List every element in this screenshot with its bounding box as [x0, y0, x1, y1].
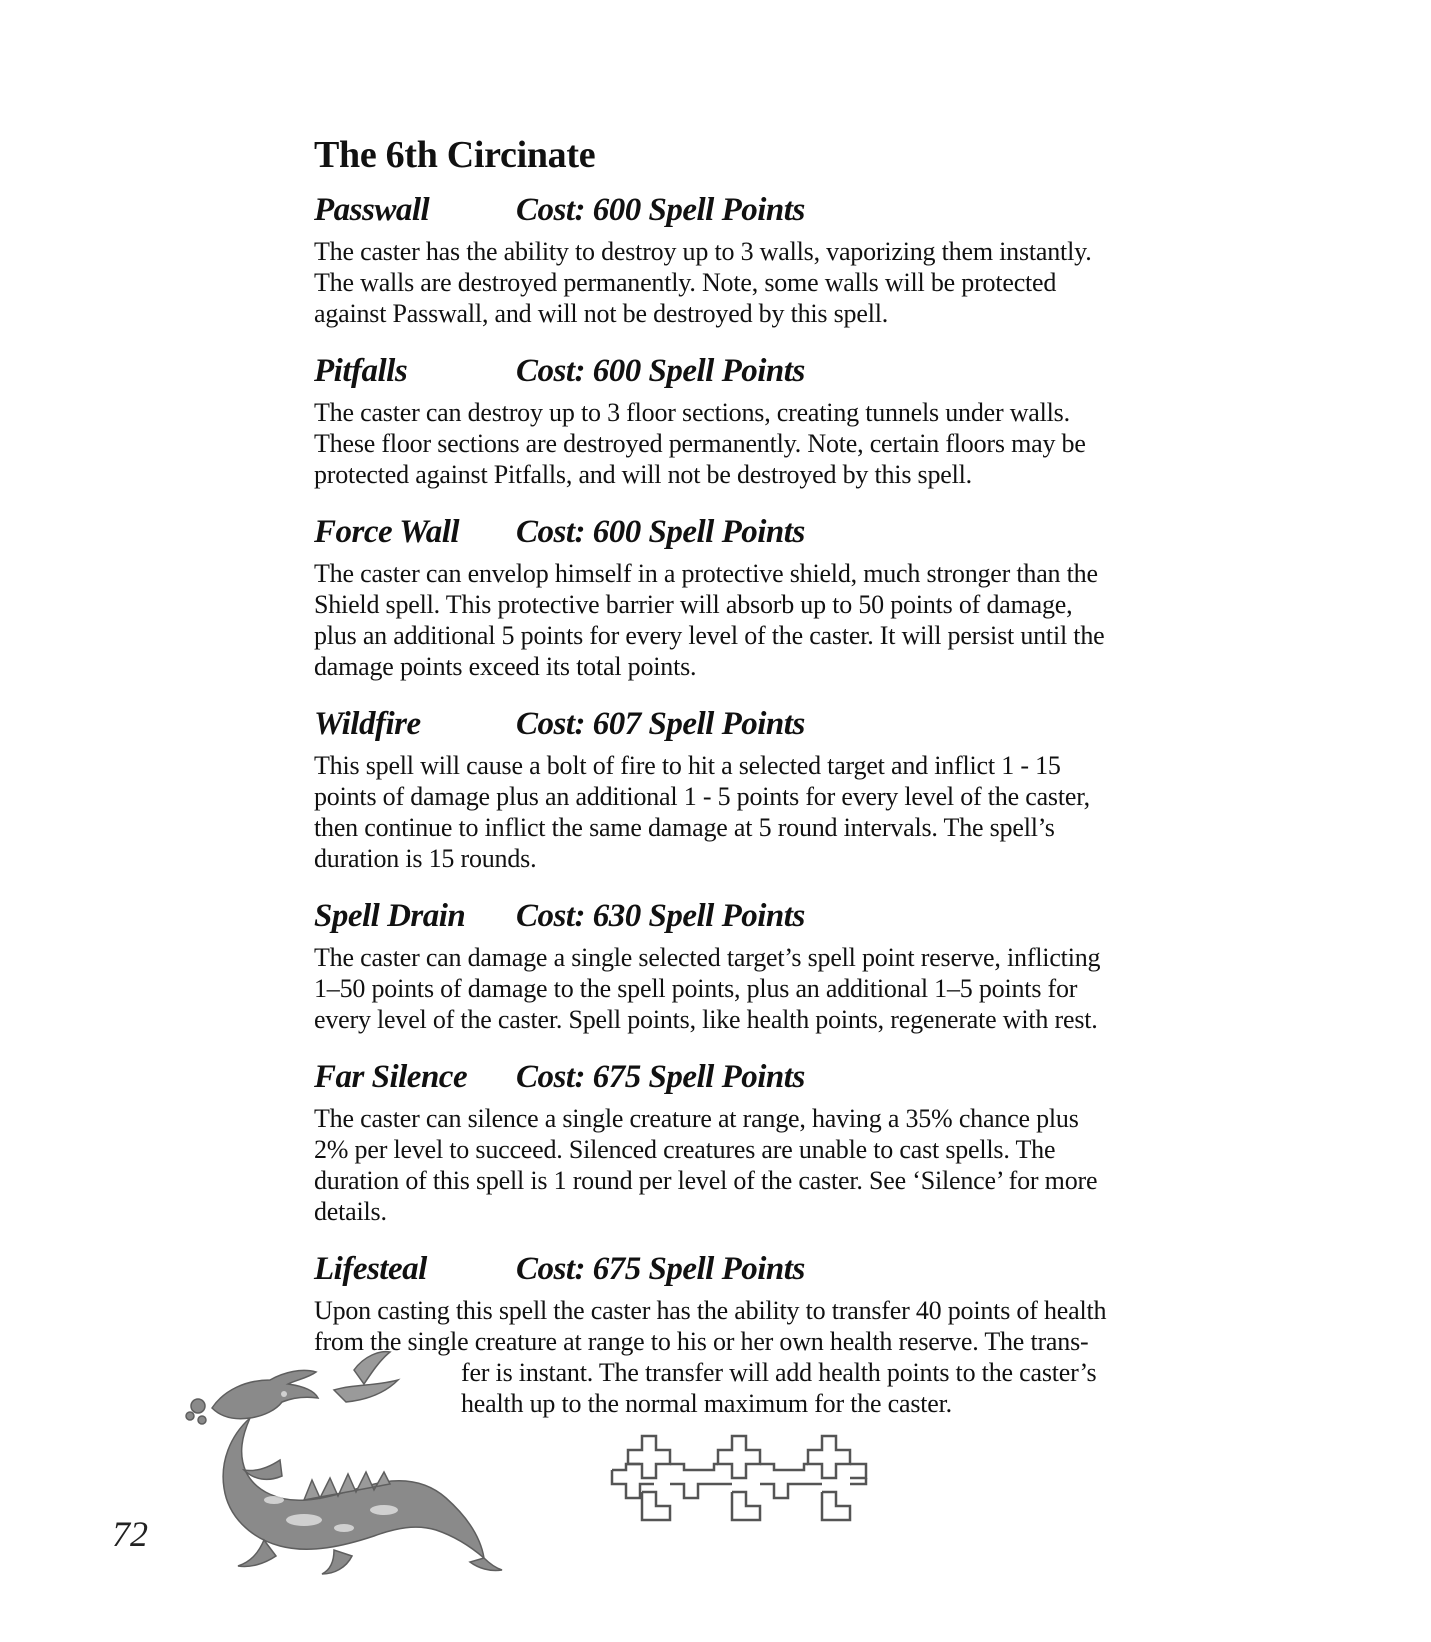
- spell-description: [314, 397, 1164, 490]
- spell-name: Far Silence: [314, 1059, 468, 1095]
- description-line: The caster can destroy up to 3 floor sections, creating tunnels under walls.: [314, 398, 1070, 427]
- description-line: protected against Pitfalls, and will not be destroyed by this spell.: [314, 460, 972, 489]
- spell-entry-passwall: [314, 188, 1164, 329]
- spell-description: [314, 942, 1164, 1035]
- section-title: The 6th Circinate: [314, 134, 596, 176]
- spell-description: [314, 558, 1164, 682]
- spell-header: [314, 1055, 1164, 1099]
- page-number: 72: [112, 1514, 148, 1554]
- description-line: from the single creature at range to his or her own health reserve. The trans-: [314, 1327, 1089, 1356]
- description-line: details.: [314, 1197, 387, 1226]
- description-line: The caster can envelop himself in a protective shield, much stronger than the: [314, 559, 1098, 588]
- description-line: The caster has the ability to destroy up to 3 walls, vaporizing them instantly.: [314, 237, 1092, 266]
- description-line: points of damage plus an additional 1 - 5 points for every level of the caster,: [314, 782, 1090, 811]
- description-line: against Passwall, and will not be destroyed by this spell.: [314, 299, 889, 328]
- description-line: The walls are destroyed permanently. Note, some walls will be protected: [314, 268, 1057, 297]
- description-line: 2% per level to succeed. Silenced creatures are unable to cast spells. The: [314, 1135, 1056, 1164]
- spell-description: [314, 1103, 1164, 1227]
- spell-name: Lifesteal: [314, 1251, 427, 1287]
- spell-cost: Cost: 630 Spell Points: [516, 898, 805, 934]
- spell-cost: Cost: 600 Spell Points: [516, 514, 805, 550]
- spell-header: [314, 1247, 1164, 1291]
- spell-name: Passwall: [314, 192, 430, 228]
- description-line-indented: fer is instant. The transfer will add health points to the caster’s: [461, 1358, 1097, 1387]
- dragon-icon: [184, 1350, 504, 1575]
- spell-header: [314, 702, 1164, 746]
- description-line-indented: health up to the normal maximum for the caster.: [461, 1389, 952, 1418]
- spell-cost: Cost: 600 Spell Points: [516, 192, 805, 228]
- description-line: duration is 15 rounds.: [314, 844, 537, 873]
- spell-entry-spell-drain: [314, 894, 1164, 1035]
- spell-description: [314, 750, 1164, 874]
- description-line: every level of the caster. Spell points, like health points, regenerate with rest.: [314, 1005, 1098, 1034]
- spell-entry-pitfalls: [314, 349, 1164, 490]
- spell-cost: Cost: 600 Spell Points: [516, 353, 805, 389]
- spell-entry-force-wall: [314, 510, 1164, 682]
- description-line: plus an additional 5 points for every level of the caster. It will persist until the: [314, 621, 1105, 650]
- spell-header: [314, 349, 1164, 393]
- spell-header: [314, 510, 1164, 554]
- spell-name: Spell Drain: [314, 898, 466, 934]
- spell-name: Force Wall: [314, 514, 460, 550]
- spell-entry-far-silence: [314, 1055, 1164, 1227]
- description-line: damage points exceed its total points.: [314, 652, 697, 681]
- page-content: [314, 132, 1164, 1439]
- spell-description: [314, 236, 1164, 329]
- description-line: 1–50 points of damage to the spell points, plus an additional 1–5 points for: [314, 974, 1078, 1003]
- spell-header: [314, 188, 1164, 232]
- description-line: then continue to inflict the same damage at 5 round intervals. The spell’s: [314, 813, 1055, 842]
- description-line: The caster can silence a single creature at range, having a 35% chance plus: [314, 1104, 1079, 1133]
- spell-cost: Cost: 607 Spell Points: [516, 706, 805, 742]
- spell-name: Wildfire: [314, 706, 421, 742]
- description-line: Upon casting this spell the caster has the ability to transfer 40 points of health: [314, 1296, 1107, 1325]
- description-line: Shield spell. This protective barrier will absorb up to 50 points of damage,: [314, 590, 1073, 619]
- spell-cost: Cost: 675 Spell Points: [516, 1251, 805, 1287]
- knotwork-ornament-icon: [608, 1430, 870, 1522]
- description-line: This spell will cause a bolt of fire to hit a selected target and inflict 1 - 15: [314, 751, 1061, 780]
- description-line: These floor sections are destroyed permanently. Note, certain floors may be: [314, 429, 1086, 458]
- spell-header: [314, 894, 1164, 938]
- spell-cost: Cost: 675 Spell Points: [516, 1059, 805, 1095]
- description-line: The caster can damage a single selected target’s spell point reserve, inflicting: [314, 943, 1101, 972]
- description-line: duration of this spell is 1 round per level of the caster. See ‘Silence’ for more: [314, 1166, 1098, 1195]
- spell-name: Pitfalls: [314, 353, 408, 389]
- spell-entry-wildfire: [314, 702, 1164, 874]
